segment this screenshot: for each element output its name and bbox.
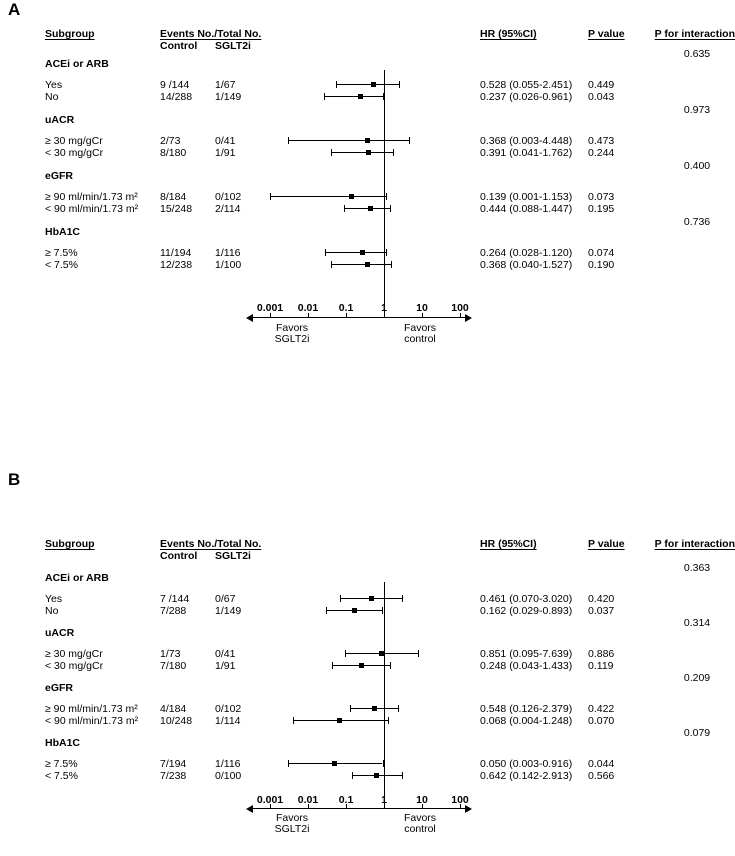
row-hr-ci-text: 0.444 (0.088-1.447) — [480, 203, 573, 215]
col-header-control: Control — [160, 40, 198, 52]
favors-left-label — [275, 323, 310, 345]
ci-cap-right — [402, 772, 403, 779]
p-interaction-value: 0.079 — [683, 727, 711, 739]
ci-cap-right — [383, 760, 384, 767]
x-axis-tick-label: 0.001 — [256, 794, 284, 806]
row-events-sglt2i: 0/41 — [215, 648, 236, 660]
ci-cap-right — [386, 249, 387, 256]
row-label: < 7.5% — [45, 259, 78, 271]
x-axis-tick-label: 10 — [416, 302, 428, 314]
col-header-pinteraction: P for interaction — [654, 538, 735, 550]
p-interaction-value: 0.973 — [683, 104, 711, 116]
col-header-hr: HR (95%CI) — [480, 538, 537, 550]
row-events-sglt2i: 1/149 — [215, 91, 242, 103]
ci-line — [270, 196, 386, 197]
col-header-pvalue: P value — [588, 538, 625, 550]
row-label: No — [45, 91, 59, 103]
row-p-value: 0.119 — [588, 660, 614, 672]
ci-cap-right — [390, 662, 391, 669]
col-header-subgroup: Subgroup — [45, 28, 95, 40]
row-p-value: 0.073 — [588, 191, 615, 203]
ci-cap-right — [390, 205, 391, 212]
row-label: No — [45, 605, 59, 617]
row-events-control: 7/288 — [160, 605, 187, 617]
ci-cap-right — [402, 595, 403, 602]
x-axis-tick-label: 100 — [451, 794, 469, 806]
row-events-control: 12/238 — [160, 259, 193, 271]
row-p-value: 0.195 — [588, 203, 615, 215]
hr-point-marker — [365, 262, 370, 267]
row-events-sglt2i: 1/100 — [215, 259, 242, 271]
ci-cap-left — [326, 607, 327, 614]
row-hr-ci-text: 0.237 (0.026-0.961) — [480, 91, 573, 103]
hr-point-marker — [358, 94, 363, 99]
hr-point-marker — [349, 194, 354, 199]
row-hr-ci-text: 0.162 (0.029-0.893) — [480, 605, 573, 617]
hr-point-marker — [369, 596, 374, 601]
ci-cap-right — [386, 193, 387, 200]
favors-right-label — [404, 813, 436, 835]
col-header-hr: HR (95%CI) — [480, 28, 537, 40]
row-label: ≥ 90 ml/min/1.73 m² — [45, 703, 138, 715]
p-interaction-value: 0.736 — [683, 216, 711, 228]
favors-right-label — [404, 323, 436, 345]
ci-cap-left — [350, 705, 351, 712]
row-p-value: 0.044 — [588, 758, 615, 770]
p-interaction-value: 0.314 — [683, 617, 711, 629]
p-interaction-value: 0.209 — [683, 672, 711, 684]
row-p-value: 0.422 — [588, 703, 615, 715]
row-events-control: 8/184 — [160, 191, 187, 203]
p-interaction-value: 0.363 — [683, 562, 711, 574]
row-events-control: 15/248 — [160, 203, 193, 215]
row-events-control: 7 /144 — [160, 593, 190, 605]
ci-cap-left — [340, 595, 341, 602]
hr-point-marker — [365, 138, 370, 143]
row-events-control: 7/238 — [160, 770, 187, 782]
row-hr-ci-text: 0.642 (0.142-2.913) — [480, 770, 573, 782]
ci-cap-left — [324, 93, 325, 100]
row-p-value: 0.886 — [588, 648, 615, 660]
row-events-sglt2i: 0/67 — [215, 593, 236, 605]
row-label: < 7.5% — [45, 770, 78, 782]
row-events-sglt2i: 2/114 — [215, 203, 241, 215]
row-label: < 30 mg/gCr — [45, 147, 104, 159]
row-hr-ci-text: 0.851 (0.095-7.639) — [480, 648, 573, 660]
p-interaction-value: 0.635 — [683, 48, 711, 60]
x-axis-tick-label: 1 — [381, 302, 387, 314]
row-hr-ci-text: 0.461 (0.070-3.020) — [480, 593, 573, 605]
ci-cap-right — [398, 705, 399, 712]
x-axis-arrow-left-icon — [246, 314, 253, 322]
row-label: < 90 ml/min/1.73 m² — [45, 203, 139, 215]
hr-point-marker — [337, 718, 342, 723]
x-axis-tick-label: 0.1 — [338, 794, 354, 806]
row-events-sglt2i: 1/91 — [215, 147, 236, 159]
col-header-events: Events No./Total No. — [160, 538, 262, 550]
x-axis-tick-label: 10 — [416, 794, 428, 806]
col-header-events: Events No./Total No. — [160, 28, 262, 40]
row-label: ≥ 30 mg/gCr — [45, 648, 103, 660]
row-events-sglt2i: 0/102 — [215, 191, 242, 203]
hr-point-marker — [359, 663, 364, 668]
ci-cap-right — [388, 717, 389, 724]
favors-left-line2: SGLT2i — [274, 333, 310, 345]
favors-left-label — [275, 813, 310, 835]
ci-cap-left — [293, 717, 294, 724]
row-label: Yes — [45, 593, 63, 605]
x-axis-line — [253, 317, 465, 318]
x-axis-tick-label: 1 — [381, 794, 387, 806]
hr-point-marker — [360, 250, 365, 255]
group-name: ACEi or ARB — [45, 58, 109, 70]
ci-line — [331, 152, 393, 153]
col-header-sglt2i: SGLT2i — [215, 550, 251, 562]
ci-line — [325, 252, 386, 253]
row-events-control: 4/184 — [160, 703, 187, 715]
row-events-control: 7/194 — [160, 758, 187, 770]
col-header-pinteraction: P for interaction — [654, 28, 735, 40]
ci-cap-left — [345, 650, 346, 657]
row-events-sglt2i: 1/116 — [215, 758, 241, 770]
ci-cap-left — [332, 662, 333, 669]
x-axis-tick-label: 0.1 — [338, 302, 354, 314]
row-events-control: 11/194 — [160, 247, 192, 259]
ci-cap-right — [399, 81, 400, 88]
hr-point-marker — [371, 82, 376, 87]
row-events-control: 9 /144 — [160, 79, 190, 91]
ci-cap-right — [409, 137, 410, 144]
row-hr-ci-text: 0.068 (0.004-1.248) — [480, 715, 573, 727]
row-hr-ci-text: 0.248 (0.043-1.433) — [480, 660, 573, 672]
x-axis-tick-label: 0.01 — [297, 794, 319, 806]
row-label: ≥ 7.5% — [45, 247, 78, 259]
hr-point-marker — [379, 651, 384, 656]
row-hr-ci-text: 0.368 (0.003-4.448) — [480, 135, 573, 147]
ci-cap-left — [336, 81, 337, 88]
ci-line — [336, 84, 399, 85]
group-name: uACR — [45, 627, 75, 639]
group-name: eGFR — [45, 682, 74, 694]
row-events-control: 1/73 — [160, 648, 181, 660]
panel-label-b: B — [8, 470, 21, 489]
hr-point-marker — [352, 608, 357, 613]
ci-cap-left — [270, 193, 271, 200]
ci-cap-right — [391, 261, 392, 268]
col-header-subgroup: Subgroup — [45, 538, 95, 550]
ci-cap-left — [352, 772, 353, 779]
group-name: eGFR — [45, 170, 74, 182]
row-label: ≥ 30 mg/gCr — [45, 135, 103, 147]
col-header-pvalue: P value — [588, 28, 625, 40]
favors-left-line2: SGLT2i — [274, 823, 310, 835]
hr-point-marker — [332, 761, 337, 766]
row-p-value: 0.070 — [588, 715, 615, 727]
row-p-value: 0.244 — [588, 147, 615, 159]
row-hr-ci-text: 0.368 (0.040-1.527) — [480, 259, 573, 271]
row-events-sglt2i: 1/114 — [215, 715, 241, 727]
row-events-control: 14/288 — [160, 91, 193, 103]
row-p-value: 0.074 — [588, 247, 615, 259]
row-events-sglt2i: 1/116 — [215, 247, 241, 259]
ci-cap-left — [331, 149, 332, 156]
x-axis-arrow-right-icon — [465, 314, 472, 322]
row-label: < 30 mg/gCr — [45, 660, 104, 672]
group-name: uACR — [45, 114, 75, 126]
row-label: < 90 ml/min/1.73 m² — [45, 715, 139, 727]
col-header-sglt2i: SGLT2i — [215, 40, 251, 52]
favors-left-line1: Favors — [275, 812, 309, 824]
row-hr-ci-text: 0.391 (0.041-1.762) — [480, 147, 573, 159]
row-label: ≥ 7.5% — [45, 758, 78, 770]
row-p-value: 0.449 — [588, 79, 615, 91]
ci-line — [331, 264, 391, 265]
row-events-sglt2i: 0/41 — [215, 135, 236, 147]
ci-line — [288, 140, 409, 141]
hr-point-marker — [372, 706, 377, 711]
p-interaction-value: 0.400 — [683, 160, 711, 172]
row-events-sglt2i: 1/91 — [215, 660, 236, 672]
x-axis-tick-label: 0.001 — [256, 302, 284, 314]
row-events-sglt2i: 1/67 — [215, 79, 236, 91]
x-axis-tick-label: 100 — [451, 302, 469, 314]
favors-right-line2: control — [404, 333, 436, 345]
row-p-value: 0.566 — [588, 770, 615, 782]
ci-line — [324, 96, 384, 97]
row-events-control: 10/248 — [160, 715, 193, 727]
row-events-control: 7/180 — [160, 660, 187, 672]
row-events-sglt2i: 0/100 — [215, 770, 242, 782]
favors-right-line2: control — [404, 823, 436, 835]
ci-cap-right — [393, 149, 394, 156]
row-events-control: 8/180 — [160, 147, 187, 159]
row-hr-ci-text: 0.528 (0.055-2.451) — [480, 79, 573, 91]
row-events-sglt2i: 1/149 — [215, 605, 242, 617]
forest-panel-b — [0, 536, 735, 856]
favors-right-line1: Favors — [403, 812, 437, 824]
hr-point-marker — [368, 206, 373, 211]
hr-point-marker — [374, 773, 379, 778]
ci-cap-right — [418, 650, 419, 657]
x-axis-tick-label: 0.01 — [297, 302, 319, 314]
row-events-control: 2/73 — [160, 135, 181, 147]
row-p-value: 0.043 — [588, 91, 615, 103]
row-events-sglt2i: 0/102 — [215, 703, 242, 715]
ci-cap-left — [288, 137, 289, 144]
x-axis-arrow-left-icon — [246, 805, 253, 813]
panel-label-a: A — [8, 0, 21, 19]
ci-cap-left — [288, 760, 289, 767]
col-header-control: Control — [160, 550, 198, 562]
row-hr-ci-text: 0.548 (0.126-2.379) — [480, 703, 573, 715]
ci-cap-left — [344, 205, 345, 212]
group-name: ACEi or ARB — [45, 572, 109, 584]
row-label: ≥ 90 ml/min/1.73 m² — [45, 191, 138, 203]
x-axis-line — [253, 808, 465, 809]
reference-line-hr1 — [384, 70, 385, 318]
row-p-value: 0.037 — [588, 605, 615, 617]
favors-right-line1: Favors — [403, 322, 437, 334]
favors-left-line1: Favors — [275, 322, 309, 334]
ci-cap-right — [382, 607, 383, 614]
row-hr-ci-text: 0.139 (0.001-1.153) — [480, 191, 573, 203]
x-axis-arrow-right-icon — [465, 805, 472, 813]
forest-panel-a — [0, 26, 735, 346]
hr-point-marker — [366, 150, 371, 155]
row-label: Yes — [45, 79, 63, 91]
ci-cap-right — [383, 93, 384, 100]
ci-cap-left — [331, 261, 332, 268]
ci-cap-left — [325, 249, 326, 256]
row-p-value: 0.420 — [588, 593, 615, 605]
row-hr-ci-text: 0.050 (0.003-0.916) — [480, 758, 573, 770]
group-name: HbA1C — [45, 226, 81, 238]
row-hr-ci-text: 0.264 (0.028-1.120) — [480, 247, 573, 259]
row-p-value: 0.190 — [588, 259, 615, 271]
group-name: HbA1C — [45, 737, 81, 749]
ci-line — [344, 208, 390, 209]
row-p-value: 0.473 — [588, 135, 615, 147]
